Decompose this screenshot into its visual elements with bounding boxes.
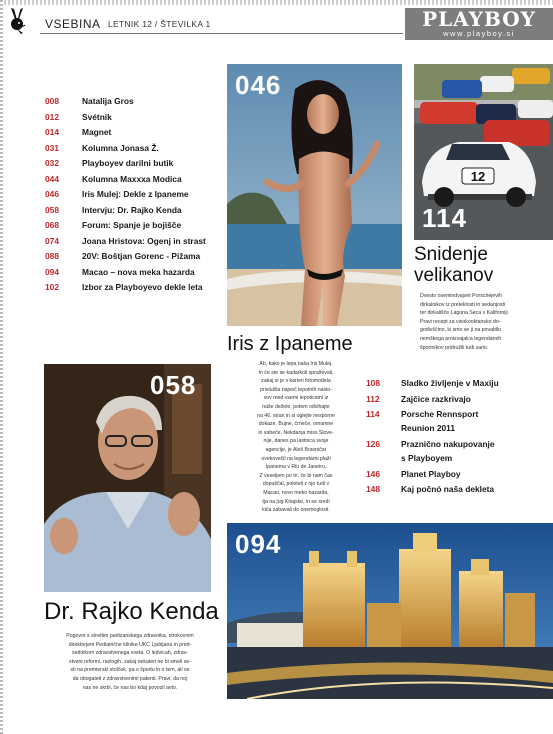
toc-page-number: 148 <box>366 484 380 494</box>
iris-photo <box>227 64 402 326</box>
toc-title: Svétnik <box>82 111 112 122</box>
porsche-photo <box>414 64 553 240</box>
body-line: prislužila največ lepotnih naslo- <box>260 386 332 393</box>
iris-page-number: 046 <box>235 70 282 100</box>
toc-title: Porsche Rennsport Reunion 2011 <box>401 409 479 433</box>
body-line: zakaj si je v karieri fotomodela <box>261 378 331 385</box>
toc-title: 20V: Boštjan Gorenc - Pižama <box>82 251 201 261</box>
body-line: kiča zabavali do onemoglosti. <box>262 507 330 514</box>
body-line: sti na premierski stolček, pa o športu in o tem, ali se <box>70 667 190 674</box>
body-line: naše deželе, potem odvihajte <box>262 403 330 410</box>
toc-page-number: 044 <box>45 173 59 184</box>
toc-page-number: 146 <box>366 469 380 479</box>
header-rule <box>40 33 403 34</box>
body-line: Pogovor s slovitim partizanskega zdravnika, strokovnim <box>66 633 194 639</box>
toc-title: Sladko življenje v Maxiju <box>401 378 499 388</box>
toc-title: Kolumna Jonasa Ž. <box>82 142 159 153</box>
body-line: da obogateti z zdravstvenimi patenti. Pravi, da noj <box>72 675 188 682</box>
toc-page-number: 008 <box>45 96 59 106</box>
playboy-url[interactable]: www.playboy.si <box>443 29 515 38</box>
body-line: nemškega proizvajalca legendarnih <box>420 335 502 342</box>
body-line: nije, danes pa lastnica svoje <box>263 438 329 445</box>
toc-title: Izbor za Playboyevo dekle leta <box>82 282 203 292</box>
body-line: ovekovečil na legendarni plaži <box>261 455 331 462</box>
body-line: sednikom zdravstvenega sveta. O ledvicah, zdrav- <box>72 650 188 657</box>
toc-page-number: 046 <box>45 189 59 199</box>
toc-title: Joana Hristova: Ogenj in strast <box>82 235 206 246</box>
porsche-headline-line2: velikanov <box>414 265 494 286</box>
porsche-headline <box>414 244 493 286</box>
body-line: Z veseljem po tri, če bi nam čas <box>259 472 333 479</box>
toc-page-number: 102 <box>45 282 59 292</box>
body-line: na 46. stran in si oglejte nesporne <box>257 412 335 419</box>
body-line: agencije, je Aleš Bravničar <box>265 446 327 453</box>
toc-page-number: 012 <box>45 111 59 122</box>
toc-page-number: 058 <box>45 204 59 215</box>
kenda-page-number: 058 <box>150 370 197 400</box>
toc-page-number: 112 <box>366 394 380 404</box>
toc-title: Kaj počnó naša dekleta <box>401 484 495 494</box>
page-top-border <box>0 0 553 5</box>
body-line: Ah, kako je lepa naša Iris Mulej. <box>259 361 333 367</box>
body-line: dopuščal, poleteli z njo tudi v <box>262 481 330 488</box>
macao-photo <box>227 523 553 699</box>
body-line: vov med vsemi lepoticami iz <box>263 395 329 402</box>
body-line: dirkalnikov iz preteklosti in sedanjosti <box>420 301 506 308</box>
toc-title: Magnet <box>82 127 112 137</box>
section-title: VSEBINA <box>45 17 101 31</box>
body-line: In če ste se kadarkoli spraševali, <box>258 369 334 376</box>
iris-headline: Iris z Ipaneme <box>227 333 353 355</box>
toc-title: Praznično nakupovanje s Playboyem <box>401 439 495 463</box>
porsche-page-number: 114 <box>422 203 467 233</box>
body-line: in vabeče. Nekdanja miss Slove- <box>258 429 334 436</box>
toc-page-number: 108 <box>366 378 380 388</box>
toc-title: Iris Mulej: Dekle z Ipaneme <box>82 189 189 199</box>
body-line: dokaze. Bujne, črneče, omamne <box>258 421 334 428</box>
issue-label: LETNIK 12 / ŠTEVILKA 1 <box>108 19 211 29</box>
body-line: Pravi recept za visokooktansko do- <box>420 318 501 325</box>
playboy-wordmark: PLAYBOY <box>422 7 536 31</box>
kenda-headline: Dr. Rajko Kenda <box>44 598 219 625</box>
body-line: športnikov pridružili tudi sami. <box>420 344 489 351</box>
toc-page-number: 068 <box>45 220 59 230</box>
porsche-headline-line1: Snidenje <box>414 244 488 265</box>
body-line: tja na jug Kitajske, in se sredi <box>262 498 330 505</box>
body-line: Macao, novo meko hazarda, <box>263 489 329 496</box>
body-line: direktorjem Pediatrične klinike UKC Ljubljana in pred- <box>68 641 192 648</box>
toc-page-number: 088 <box>45 251 59 261</box>
toc-title: Macao – nova meka hazarda <box>82 266 195 277</box>
toc-title: Intervju: Dr. Rajko Kenda <box>82 204 182 215</box>
porsche-car-number: 12 <box>470 169 486 184</box>
body-line: ter dirkališče Laguna Seca v Kaliforniji. <box>420 310 510 317</box>
body-line: nas ne skrbi, če nas bo kdaj povozil avto. <box>82 684 178 691</box>
page-left-border <box>0 0 3 734</box>
toc-page-number: 014 <box>45 127 59 137</box>
body-line: stveni reformi, razlogih, zakaj nekateri ne bi smeli se- <box>69 658 191 665</box>
kenda-photo <box>44 364 211 592</box>
toc-page-number: 114 <box>366 409 380 419</box>
iris-body-text <box>233 360 359 515</box>
toc-title: Kolumna Maxxxa Modica <box>82 173 182 184</box>
toc-page-number: 126 <box>366 439 380 449</box>
body-line: Dvesto osemindvajset Porschejevih <box>420 293 502 299</box>
toc-title: Natalija Gros <box>82 96 134 106</box>
kenda-body-text <box>44 632 216 692</box>
toc-page-number: 094 <box>45 266 59 277</box>
toc-page-number: 032 <box>45 158 59 168</box>
toc-page-number: 031 <box>45 142 59 153</box>
body-line: godivščino, ki smo se ji na povabilo <box>420 327 502 334</box>
toc-title: Planet Playboy <box>401 469 461 479</box>
toc-title: Playboyev darilni butik <box>82 158 174 168</box>
macao-page-number: 094 <box>235 529 282 559</box>
body-line: Ipanema v Riu de Janeiru. <box>265 464 327 471</box>
porsche-body-text <box>420 292 550 352</box>
toc-title: Zajčice razkrivajo <box>401 394 471 404</box>
toc-page-number: 074 <box>45 235 59 246</box>
toc-title: Forum: Spanje je bojišče <box>82 220 182 230</box>
bunny-logo-icon <box>6 7 28 35</box>
